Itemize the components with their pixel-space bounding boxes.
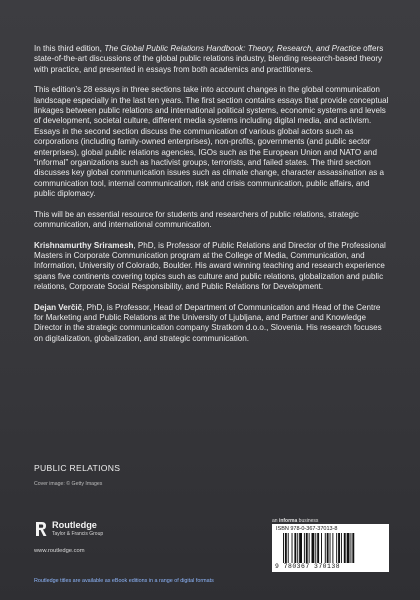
- publisher-logo: [34, 520, 154, 550]
- subject-category: PUBLIC RELATIONS: [34, 463, 121, 473]
- book-title: The Global Public Relations Handbook: Theory, Research, and Practice: [104, 44, 361, 53]
- author-name: Krishnamurthy Sriramesh: [34, 240, 134, 250]
- ebook-note: Routledge titles are available as eBook editions in a range of digital formats: [34, 578, 214, 584]
- author-name: Dejan Verčič: [34, 302, 83, 312]
- cover-image-credit: Cover image: © Getty Images: [34, 481, 103, 487]
- barcode-digits: 9 780367 370138: [275, 563, 341, 570]
- informa-tagline: an informa business: [272, 518, 319, 524]
- publisher-name: Routledge: [52, 520, 97, 530]
- blurb-text: [34, 44, 390, 354]
- publisher-group: Taylor & Francis Group: [52, 531, 104, 537]
- blurb-paragraph-1: In this third edition, The Global Public Relations Handbook: Theory, Research, and Practice offers state-of-the-art discussions of the global public relations industry, blending research-based theory with practice, and presented in essays from both academics and practitioners.: [34, 44, 384, 74]
- routledge-logo-icon: [34, 521, 48, 537]
- author-bio-sriramesh: Krishnamurthy Sriramesh, PhD, is Professor of Public Relations and Director of the Professional Masters in Corporate Communication program at the College of Media, Communication, and Information, University of Colorado, Boulder. His award winning teaching and research experience spans five continents covering topics such as culture and public relations, globalization and public relations, Corporate Social Responsibility, and Public Relations for Development.: [34, 240, 386, 292]
- blurb-paragraph-3: This will be an essential resource for students and researchers of public relations, strategic communication, and international communication.: [34, 209, 359, 230]
- blurb-paragraph-2: This edition’s 28 essays in three sections take into account changes in the global communication landscape especially in the last ten years. The first section contains essays that provide conceptual linkages between public relations and international political systems, economic systems and levels of development, societal culture, different media systems including digital media, and activism. Essays in the second section discuss the communication of various global actors such as corporations (including family-owned enterprises), non-profits, governments (and public sector enterprises), global public relations agencies, IGOs such as the European Union and NATO and “informal” organizations such as hactivist groups, terrorists, and failed states. The third section discusses key global communication issues such as climate change, character assassination as a communication tool, internal communication, risk and crisis communication, public affairs, and public diplomacy.: [34, 85, 389, 199]
- barcode-icon: [283, 533, 383, 563]
- isbn-label: ISBN 978-0-367-37013-8: [276, 526, 338, 532]
- author-bio-vercic: Dejan Verčič, PhD, is Professor, Head of Department of Communication and Head of the Centre for Marketing and Public Relations at the University of Ljubljana, and Partner and Knowledge Director in the strategic communication company Stratkom d.o.o., Slovenia. His research focuses on digitalization, globalization, and strategic communication.: [34, 302, 382, 343]
- publisher-website[interactable]: www.routledge.com: [34, 548, 85, 554]
